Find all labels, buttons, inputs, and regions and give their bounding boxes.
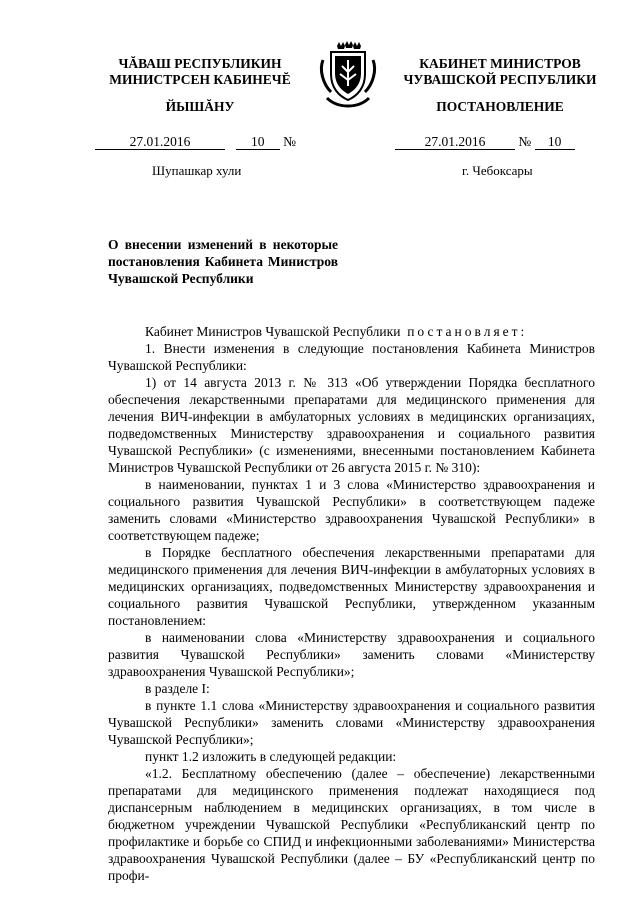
right-org-name	[390, 56, 610, 88]
right-doc-type: ПОСТАНОВЛЕНИЕ	[436, 99, 564, 114]
paragraph: пункт 1.2 изложить в следующей редакции:	[145, 749, 397, 764]
preamble-start: Кабинет Министров Чувашской Республики	[145, 324, 401, 339]
document-subject: О внесении изменений в некоторые постановления Кабинета Министров Чувашской Республики	[108, 237, 338, 286]
right-date: 27.01.2016	[395, 135, 515, 150]
right-city: г. Чебоксары	[462, 163, 533, 178]
left-org-line2: МИНИСТРСЕН КАБИНЕЧĔ	[109, 72, 291, 87]
paragraph: в разделе I:	[145, 681, 210, 696]
paragraph: в Порядке бесплатного обеспечения лекарственными препаратами для медицинского применения для лечения ВИЧ-инфекции в амбулаторных условиях в медицинских организациях, подведомственных Министерству здравоохранения и социального развития Чувашской Республики, утвержденном указанным постановлением:	[108, 545, 595, 628]
left-org-name	[95, 56, 305, 88]
paragraph: в пункте 1.1 слова «Министерству здравоохранения и социального развития Чувашской Республики» заменить словами «Министерству здравоохранения Чувашской Республики»;	[108, 698, 595, 747]
left-date: 27.01.2016	[95, 135, 225, 150]
chuvash-coat-of-arms-icon	[317, 40, 379, 108]
paragraph: в наименовании, пунктах 1 и 3 слова «Министерство здравоохранения и социального развития Чувашской Республики» в соответствующем падеже заменить словами «Министерство здравоохранения Чувашской Республики» в соответствующем падеже;	[108, 477, 595, 543]
left-doc-type: ЙЫШĂНУ	[165, 99, 235, 114]
paragraph: «1.2. Бесплатному обеспечению (далее – обеспечение) лекарственными препаратами для медицинского применения подлежат находящиеся под диспансерным наблюдением в медицинских организациях, в том числе в бюджетном учреждении Чувашской Республики «Республиканский центр по профилактике и борьбе со СПИД и инфекционными заболеваниями» Министерства здравоохранения Чувашской Республики (далее – БУ «Республиканский центр по профи-	[108, 766, 595, 883]
paragraph: в наименовании слова «Министерству здравоохранения и социального развития Чувашской Республики» заменить словами «Министерству здравоохранения Чувашской Республики»;	[108, 630, 595, 679]
left-date-number-line	[95, 134, 296, 150]
right-number-sign: №	[518, 134, 532, 149]
document-body	[108, 323, 595, 884]
left-number-sign: №	[283, 134, 297, 149]
paragraph: 1) от 14 августа 2013 г. № 313 «Об утверждении Порядка бесплатного обеспечения лекарственными препаратами для медицинского применения для лечения ВИЧ-инфекции в амбулаторных условиях в медицинских организациях, подведомственных Министерству здравоохранения и социального развития Чувашской Республики» (с изменениями, внесенными постановлением Кабинета Министров Чувашской Республики от 26 августа 2015 г. № 310):	[108, 375, 595, 475]
left-org-line1: ЧĂВАШ РЕСПУБЛИКИН	[118, 56, 282, 71]
preamble-verb: постановляет:	[407, 324, 528, 339]
preamble	[108, 323, 595, 340]
left-number: 10	[236, 135, 280, 150]
right-number: 10	[535, 135, 575, 150]
right-org-line1: КАБИНЕТ МИНИСТРОВ	[419, 56, 581, 71]
right-org-line2: ЧУВАШСКОЙ РЕСПУБЛИКИ	[403, 72, 597, 87]
left-city: Шупашкар хули	[152, 163, 242, 178]
right-date-number-line	[395, 134, 575, 150]
paragraph: 1. Внести изменения в следующие постановления Кабинета Министров Чувашской Республики:	[108, 341, 595, 373]
